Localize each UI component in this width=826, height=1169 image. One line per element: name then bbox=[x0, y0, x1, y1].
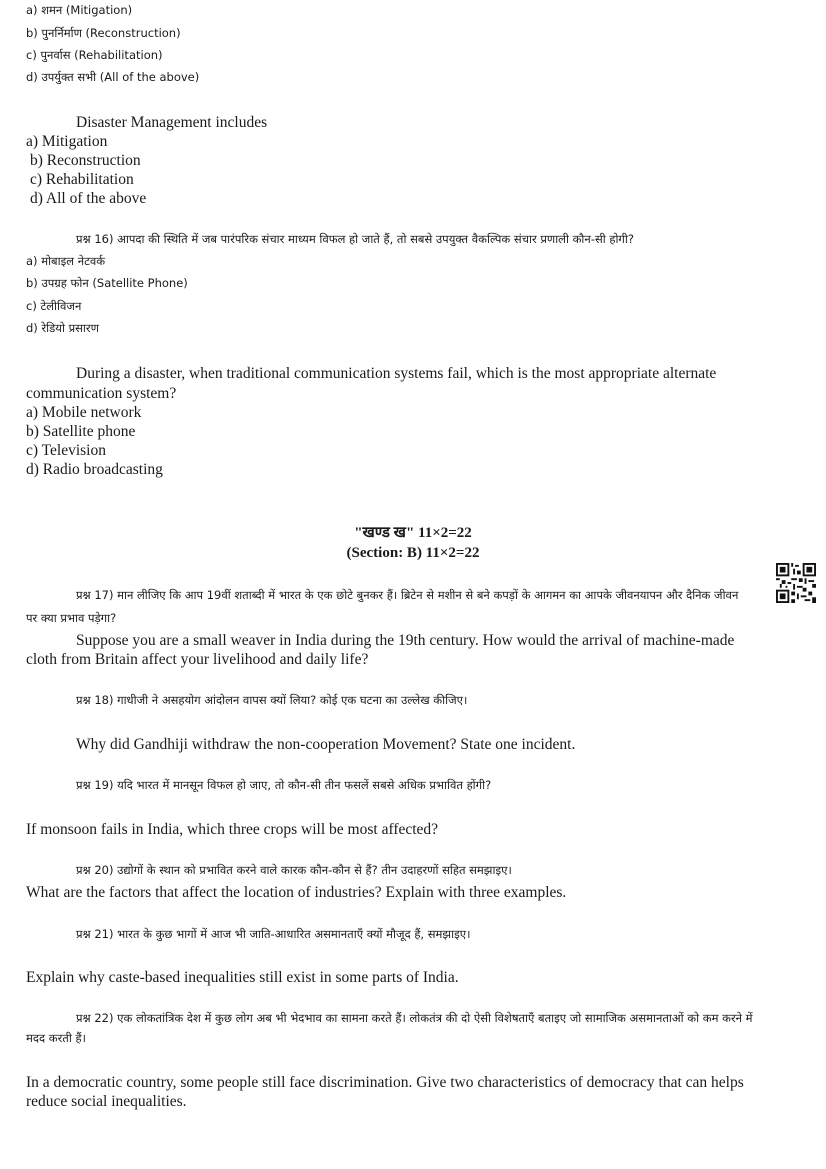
q17-hi-line1: प्रश्न 17) मान लीजिए कि आप 19वीं शताब्दी में भारत के एक छोटे बुनकर हैं। ब्रिटेन से मशीन से बने कपड़ों के आगमन का आपके जीवनयापन और दैनिक जीवन bbox=[76, 588, 739, 602]
q18-hi: प्रश्न 18) गाधीजी ने असहयोग आंदोलन वापस क्यों लिया? कोई एक घटना का उल्लेख कीजिए। bbox=[76, 693, 468, 707]
q19-hi: प्रश्न 19) यदि भारत में मानसून विफल हो जाए, तो कौन-सी तीन फसलें सबसे अधिक प्रभावित होंगी? bbox=[76, 778, 492, 792]
q17-hi-line2: पर क्या प्रभाव पड़ेगा? bbox=[26, 611, 117, 625]
q16-en-option-c: c) Television bbox=[26, 442, 106, 459]
q15-en-option-a: a) Mitigation bbox=[26, 133, 108, 150]
q16-hi-option-a: a) मोबाइल नेटवर्क bbox=[26, 254, 106, 268]
q16-en-option-b: b) Satellite phone bbox=[26, 423, 136, 440]
q16-hi-option-c: c) टेलीविजन bbox=[26, 299, 82, 313]
q15-en-option-c: c) Rehabilitation bbox=[30, 171, 134, 188]
q19-en: If monsoon fails in India, which three crops will be most affected? bbox=[26, 821, 439, 838]
q22-hi-line2: मदद करती हैं। bbox=[26, 1031, 86, 1045]
q17-en-line2: cloth from Britain affect your livelihood and daily life? bbox=[26, 651, 369, 668]
q22-en-line2: reduce social inequalities. bbox=[26, 1093, 187, 1110]
q15-en-option-d: d) All of the above bbox=[30, 190, 147, 207]
q22-hi-line1: प्रश्न 22) एक लोकतांत्रिक देश में कुछ लोग अब भी भेदभाव का सामना करते हैं। लोकतंत्र की दो ऐसी विशेषताएँ बताइए जो सामाजिक असमानताओं को कम करने में bbox=[76, 1011, 753, 1025]
q15-en-option-b: b) Reconstruction bbox=[30, 152, 141, 169]
q15-hi-option-b: b) पुनर्निर्माण (Reconstruction) bbox=[26, 26, 181, 40]
q15-hi-option-d: d) उपर्युक्त सभी (All of the above) bbox=[26, 70, 200, 84]
section-heading-english: (Section: B) 11×2=22 bbox=[346, 545, 480, 561]
q21-en: Explain why caste-based inequalities still exist in some parts of India. bbox=[26, 969, 459, 986]
q16-hi-option-b: b) उपग्रह फोन (Satellite Phone) bbox=[26, 276, 188, 290]
q17-en-line1: Suppose you are a small weaver in India during the 19th century. How would the arrival of machine-made bbox=[76, 632, 735, 649]
q15-en-question: Disaster Management includes bbox=[76, 114, 268, 131]
q15-hi-option-a: a) शमन (Mitigation) bbox=[26, 3, 133, 17]
q16-en-question-line2: communication system? bbox=[26, 385, 177, 402]
q18-en: Why did Gandhiji withdraw the non-cooperation Movement? State one incident. bbox=[76, 736, 576, 753]
q16-hi-question: प्रश्न 16) आपदा की स्थिति में जब पारंपरिक संचार माध्यम विफल हो जाते हैं, तो सबसे उपयुक्त वैकल्पिक संचार प्रणाली कौन-सी होगी? bbox=[76, 232, 634, 246]
q21-hi: प्रश्न 21) भारत के कुछ भागों में आज भी जाति-आधारित असमानताएँ क्यों मौजूद हैं, समझाइए। bbox=[76, 927, 471, 941]
q16-en-option-d: d) Radio broadcasting bbox=[26, 461, 163, 478]
q20-hi: प्रश्न 20) उद्योगों के स्थान को प्रभावित करने वाले कारक कौन-कौन से हैं? तीन उदाहरणों सहित समझाइए। bbox=[76, 863, 512, 877]
qr-code-icon bbox=[776, 563, 816, 603]
q20-en: What are the factors that affect the location of industries? Explain with three examples. bbox=[26, 884, 567, 901]
section-heading-hindi: "खण्ड ख" 11×2=22 bbox=[354, 525, 472, 541]
q16-hi-option-d: d) रेडियो प्रसारण bbox=[26, 321, 99, 335]
q15-hi-option-c: c) पुनर्वास (Rehabilitation) bbox=[26, 48, 163, 62]
q16-en-question-line1: During a disaster, when traditional communication systems fail, which is the most appropriate alternate bbox=[76, 365, 717, 382]
q22-en-line1: In a democratic country, some people still face discrimination. Give two characteristics of democracy that can helps bbox=[26, 1074, 744, 1091]
q16-en-option-a: a) Mobile network bbox=[26, 404, 142, 421]
